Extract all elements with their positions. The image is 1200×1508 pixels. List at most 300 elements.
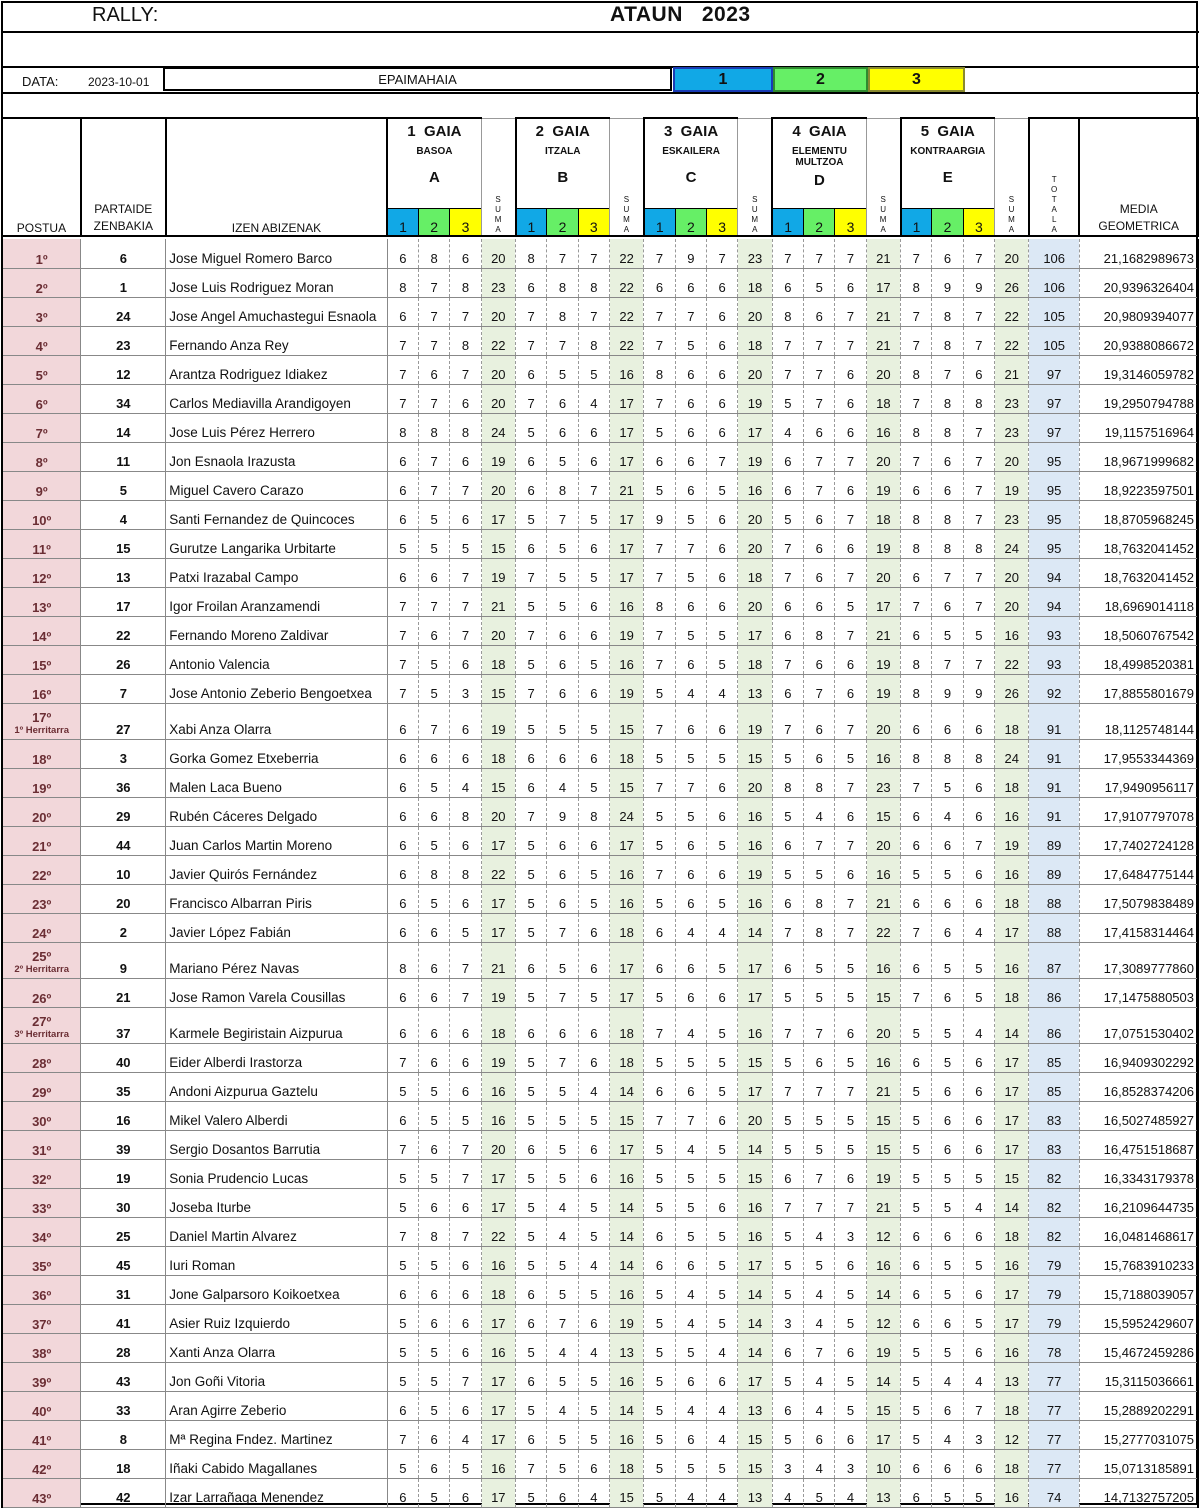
theme-sum: 24 [995,529,1029,558]
theme-letter: B [557,169,569,186]
theme-sum: 17 [609,978,643,1007]
theme-sum: 17 [481,1391,515,1420]
judge-1-score: 5 [772,384,803,413]
judge-1-score: 5 [901,1188,932,1217]
participant-name: Santi Fernandez de Quincoces [166,500,387,529]
judge-3-score: 6 [578,1159,609,1188]
judge-3-score: 5 [707,1304,738,1333]
judge-2-score: 6 [932,978,963,1007]
theme-sum: 20 [738,529,772,558]
divider [1,31,1199,33]
participant-name: Sergio Dosantos Barrutia [166,1130,387,1159]
theme-sum: 16 [738,471,772,500]
judge-1-score: 6 [772,674,803,703]
participant-name: Miguel Cavero Carazo [166,471,387,500]
judge-1-score: 7 [387,1043,418,1072]
judge-1-score: 5 [772,1420,803,1449]
theme-sum: 17 [995,1043,1029,1072]
participant-name: Xanti Anza Olarra [166,1333,387,1362]
participant-name: Juan Carlos Martin Moreno [166,826,387,855]
judge-3-score: 5 [707,645,738,674]
geometric-mean: 19,2950794788 [1079,384,1198,413]
judge-3-score: 8 [963,529,994,558]
theme-sum: 17 [995,1130,1029,1159]
judge-2-score: 6 [675,1362,706,1391]
position-cell [2,1449,81,1478]
judge-1-score: 5 [644,1420,675,1449]
judge-3-subheader: 3 [578,208,609,236]
participant-number: 21 [81,978,166,1007]
participant-number: 45 [81,1246,166,1275]
judge-1-score: 6 [772,442,803,471]
judge-1-score: 5 [772,739,803,768]
judge-3-score: 7 [835,768,866,797]
participant-name: Gurutze Langarika Urbitarte [166,529,387,558]
judge-2-score: 5 [804,978,835,1007]
judge-1-score: 7 [516,384,547,413]
judge-1-score: 8 [901,529,932,558]
judge-3-score: 5 [707,1072,738,1101]
total-score: 94 [1029,587,1080,616]
theme-sum: 14 [609,1391,643,1420]
judge-2-score: 6 [418,797,449,826]
theme-sum: 16 [995,942,1029,978]
judge-2-score: 6 [418,1449,449,1478]
judge-1-score: 8 [901,268,932,297]
judge-1-score: 6 [387,978,418,1007]
judge-2-score: 6 [932,1304,963,1333]
theme-sum: 18 [609,1449,643,1478]
participant-number: 1 [81,268,166,297]
judge-3-score: 6 [450,1072,481,1101]
judge-1-score: 7 [644,1007,675,1043]
participant-name: Sonia Prudencio Lucas [166,1159,387,1188]
theme-sum: 20 [481,384,515,413]
table-row [2,442,1198,471]
judge-1-score: 7 [387,616,418,645]
participant-number: 33 [81,1391,166,1420]
judge-3-score: 5 [707,616,738,645]
table-row [2,587,1198,616]
judge-1-score: 3 [772,1304,803,1333]
position-value: 1º [35,251,48,267]
judge-3-score: 6 [578,1449,609,1478]
theme-sum: 19 [609,1304,643,1333]
participant-name: Fernando Anza Rey [166,326,387,355]
theme-sum: 15 [866,1391,900,1420]
position-cell [2,1072,81,1101]
theme-sum: 16 [609,1420,643,1449]
geometric-mean: 16,5027485927 [1079,1101,1198,1130]
judge-2-score: 8 [932,500,963,529]
theme-sum: 20 [738,500,772,529]
judge-2-score: 5 [932,1275,963,1304]
position-cell [2,768,81,797]
theme-name-2: MULTZOA [795,157,844,168]
theme-sum: 18 [866,384,900,413]
judge-1-score: 7 [644,558,675,587]
total-score: 77 [1029,1362,1080,1391]
judge-2-score: 6 [932,703,963,739]
judge-2-score: 6 [804,558,835,587]
participant-number: 24 [81,297,166,326]
judge-3-score: 5 [707,1130,738,1159]
judge-2-score: 5 [547,1275,578,1304]
judge-1-score: 7 [772,529,803,558]
judge-2-score: 5 [418,674,449,703]
theme-sum: 16 [738,826,772,855]
participant-name: Jon Esnaola Irazusta [166,442,387,471]
judge-3-score: 7 [835,703,866,739]
judge-2-score: 5 [932,1188,963,1217]
judge-2-score: 5 [418,1333,449,1362]
judge-3-score: 7 [963,442,994,471]
judge-1-score: 6 [901,826,932,855]
position-value: 36º [32,1287,52,1303]
total-score: 83 [1029,1130,1080,1159]
theme-sum: 18 [866,500,900,529]
judge-1-score: 6 [387,1478,418,1507]
table-row [2,1159,1198,1188]
judge-3-score: 6 [707,1362,738,1391]
judge-1-score: 7 [516,558,547,587]
theme-sum: 16 [609,1275,643,1304]
judge-1-score: 7 [901,587,932,616]
judge-3-score: 5 [707,739,738,768]
theme-title: 4 GAIA [792,123,847,140]
judge-3-score: 7 [835,616,866,645]
position-value: 22º [32,867,52,883]
table-row [2,1130,1198,1159]
theme-sum: 18 [481,1007,515,1043]
table-row [2,1043,1198,1072]
zenbakia-header-label: ZENBAKIA [93,219,153,233]
judge-2-score: 6 [675,471,706,500]
judge-3-score: 6 [578,1304,609,1333]
theme-sum: 21 [866,239,900,268]
judge-3-score: 6 [963,703,994,739]
geometric-mean: 17,7402724128 [1079,826,1198,855]
judge-2-score: 5 [418,1391,449,1420]
judge-2-score: 6 [418,1130,449,1159]
judge-1-score: 7 [772,1188,803,1217]
judge-3-score: 7 [835,326,866,355]
judge-3-score: 7 [963,645,994,674]
theme-sum: 16 [738,1188,772,1217]
judge-1-score: 5 [901,1333,932,1362]
theme-sum: 20 [738,355,772,384]
judge-3-score: 4 [963,913,994,942]
judge-3-score: 8 [450,268,481,297]
judge-3-score: 8 [578,326,609,355]
judge-3-score: 5 [707,1043,738,1072]
theme-title: 5 GAIA [920,123,975,140]
judge-2-score: 4 [804,1391,835,1420]
judge-2-score: 8 [932,529,963,558]
theme-sum: 19 [481,442,515,471]
judge-3-score: 7 [963,326,994,355]
position-value: 11º [32,541,51,557]
judge-2-score: 8 [804,884,835,913]
geometric-mean: 14,7132757205 [1079,1478,1198,1507]
judge-3-score: 6 [450,384,481,413]
judge-2-score: 5 [418,1072,449,1101]
theme-sum: 10 [866,1449,900,1478]
theme-sum: 12 [866,1217,900,1246]
judge-2-score: 6 [675,703,706,739]
participant-name: Carlos Mediavilla Arandigoyen [166,384,387,413]
judge-2-score: 4 [804,797,835,826]
participant-name: Francisco Albarran Piris [166,884,387,913]
judge-1-score: 5 [516,1101,547,1130]
theme-sum: 13 [995,1362,1029,1391]
geometric-mean: 17,6484775144 [1079,855,1198,884]
judge-1-score: 5 [516,703,547,739]
geometric-mean: 16,3343179378 [1079,1159,1198,1188]
total-score: 77 [1029,1449,1080,1478]
geometric-mean: 15,0713185891 [1079,1449,1198,1478]
theme-sum: 14 [738,913,772,942]
judge-2-score: 8 [932,413,963,442]
table-row [2,1275,1198,1304]
total-score: 106 [1029,239,1080,268]
date-label: DATA: [22,74,59,89]
judge-3-score: 7 [835,884,866,913]
judge-2-score: 7 [418,703,449,739]
judge-1-score: 6 [901,884,932,913]
judge-2-score: 7 [418,384,449,413]
judge-1-score: 6 [772,1159,803,1188]
judge-1-score: 8 [772,297,803,326]
judge-2-score: 6 [932,1101,963,1130]
judge-3-score: 7 [707,239,738,268]
position-value: 6º [35,396,48,412]
judge-3-score: 7 [835,239,866,268]
judge-3-score: 5 [963,1478,994,1507]
judge-1-score: 5 [387,1159,418,1188]
position-cell [2,1304,81,1333]
judge-1-score: 6 [644,913,675,942]
theme-sum: 20 [481,355,515,384]
judge-1-score: 5 [772,1043,803,1072]
theme-sum: 14 [738,1304,772,1333]
judge-2-score: 6 [932,1130,963,1159]
suma-vertical-label: S U M A [623,195,630,234]
theme-sum: 17 [481,913,515,942]
judge-3-score: 7 [450,587,481,616]
judge-1-score: 5 [516,1159,547,1188]
participant-number: 36 [81,768,166,797]
judge-3-score: 7 [578,471,609,500]
theme-sum: 21 [481,587,515,616]
judge-2-score: 7 [418,471,449,500]
judge-1-score: 6 [901,1043,932,1072]
judge-2-score: 6 [804,703,835,739]
total-score: 97 [1029,413,1080,442]
judge-3-score: 7 [963,413,994,442]
judge-2-score: 6 [675,1072,706,1101]
judge-1-score: 6 [772,268,803,297]
judge-3-score: 5 [578,500,609,529]
participant-number: 15 [81,529,166,558]
judge-1-score: 6 [772,471,803,500]
judge-1-score: 7 [772,703,803,739]
judge-1-score: 7 [901,326,932,355]
judge-1-score: 5 [772,1362,803,1391]
judge-3-score: 5 [835,1362,866,1391]
judge-1-score: 6 [772,616,803,645]
judge-2-score: 5 [675,616,706,645]
judge-1-score: 5 [772,1275,803,1304]
position-value: 3º [35,309,48,325]
theme-sum: 22 [609,326,643,355]
judge-3-score: 4 [578,384,609,413]
participant-number: 25 [81,1217,166,1246]
geometric-mean: 20,9809394077 [1079,297,1198,326]
judge-2-score: 6 [675,884,706,913]
total-score: 95 [1029,529,1080,558]
judge-1-score: 5 [901,1159,932,1188]
position-cell [2,1275,81,1304]
judge-1-score: 6 [516,1275,547,1304]
theme-sum: 17 [738,616,772,645]
judge-3-score: 6 [578,616,609,645]
judge-2-score: 5 [804,1130,835,1159]
theme-sum: 20 [481,797,515,826]
judge-1-score: 5 [772,978,803,1007]
judge-1-score: 6 [387,884,418,913]
theme-sum: 26 [995,268,1029,297]
judge-2-score: 5 [418,1246,449,1275]
theme-sum: 18 [995,1217,1029,1246]
theme-sum: 13 [609,1333,643,1362]
theme-sum: 16 [481,1101,515,1130]
total-score: 79 [1029,1304,1080,1333]
judge-1-score: 6 [516,268,547,297]
participant-name: Karmele Begiristain Aizpurua [166,1007,387,1043]
judge-2-score: 4 [932,1420,963,1449]
page-title: ATAUN 2023 [610,3,751,26]
judge-3-score: 5 [450,529,481,558]
judge-3-score: 7 [450,1362,481,1391]
judge-2-score: 6 [418,616,449,645]
judge-1-score: 7 [772,1072,803,1101]
geometric-mean: 20,9388086672 [1079,326,1198,355]
theme-sum: 19 [866,471,900,500]
participant-number: 42 [81,1478,166,1507]
total-score: 77 [1029,1420,1080,1449]
position-value: 5º [35,367,48,383]
theme-sum: 17 [738,413,772,442]
judge-1-score: 6 [387,471,418,500]
geometric-mean: 16,2109644735 [1079,1188,1198,1217]
geometric-mean: 19,3146059782 [1079,355,1198,384]
suma-vertical-label: S U M A [751,195,759,234]
participant-name: Rubén Cáceres Delgado [166,797,387,826]
theme-sum: 14 [866,1275,900,1304]
judge-3-score: 7 [450,471,481,500]
participant-name: Jone Galparsoro Koikoetxea [166,1275,387,1304]
participant-name: Joseba Iturbe [166,1188,387,1217]
participant-number: 8 [81,1420,166,1449]
judge-2-score: 5 [932,768,963,797]
position-cell [2,1333,81,1362]
judge-1-score: 7 [901,768,932,797]
theme-sum: 20 [481,471,515,500]
position-cell [2,1130,81,1159]
participant-number: 20 [81,884,166,913]
judge-3-score: 6 [963,768,994,797]
judge-1-score: 8 [901,739,932,768]
judge-2-score: 5 [804,942,835,978]
judge-3-score: 6 [835,268,866,297]
participant-number: 5 [81,471,166,500]
participant-number: 16 [81,1101,166,1130]
theme-sum: 19 [481,703,515,739]
judge-2-score: 7 [804,326,835,355]
judge-2-score: 5 [804,1478,835,1507]
position-value: 13º [32,599,52,615]
judge-3-score: 4 [835,1478,866,1507]
theme-sum: 16 [866,942,900,978]
theme-sum: 14 [609,1188,643,1217]
theme-sum: 20 [738,768,772,797]
judge-2-score: 4 [547,768,578,797]
judge-3-score: 6 [835,471,866,500]
judge-1-score: 7 [516,797,547,826]
position-value: 10º [32,512,52,528]
judge-2-score: 6 [675,978,706,1007]
participant-number: 44 [81,826,166,855]
judge-1-subheader: 1 [387,208,418,236]
judge-2-score: 5 [675,1159,706,1188]
judge-1-score: 8 [901,500,932,529]
judge-3-score: 5 [963,1304,994,1333]
theme-sum: 22 [609,239,643,268]
judge-3-score: 6 [963,1333,994,1362]
theme-sum: 14 [738,1130,772,1159]
theme-sum: 21 [866,1072,900,1101]
judge-2-score: 6 [804,1420,835,1449]
theme-sum: 16 [609,1362,643,1391]
theme-sum: 14 [738,1275,772,1304]
judge-1-score: 5 [644,1130,675,1159]
judge-1-score: 7 [387,587,418,616]
judge-3-score: 7 [578,297,609,326]
judge-1-score: 5 [516,884,547,913]
theme-sum: 16 [481,1449,515,1478]
suma-vertical-label: S U M A [494,195,502,234]
participant-number: 37 [81,1007,166,1043]
judge-3-score: 6 [707,297,738,326]
judge-1-score: 5 [516,1478,547,1507]
table-row [2,558,1198,587]
total-score: 82 [1029,1159,1080,1188]
judge-2-score: 7 [804,239,835,268]
table-row [2,1188,1198,1217]
theme-sum: 13 [738,674,772,703]
judge-1-score: 8 [516,239,547,268]
judge-3-score: 7 [450,1130,481,1159]
theme-header-1 [387,118,481,208]
judge-1-score: 8 [387,413,418,442]
participant-number: 39 [81,1130,166,1159]
herritarra-label: 2º Herritarra [14,963,70,975]
theme-sum: 23 [995,384,1029,413]
theme-sum: 15 [609,703,643,739]
theme-sum: 17 [481,1188,515,1217]
theme-sum: 17 [609,442,643,471]
